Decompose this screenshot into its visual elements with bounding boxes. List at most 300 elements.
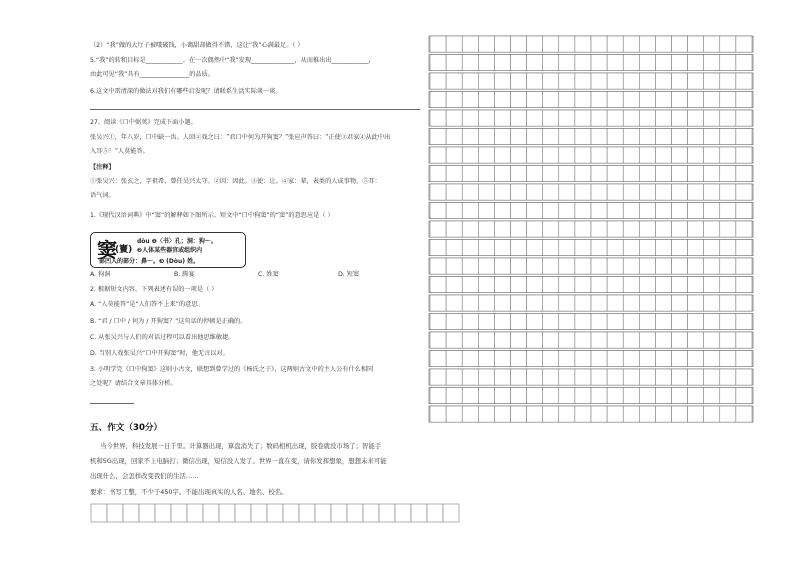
grid-cell[interactable] [607, 314, 623, 330]
grid-cell[interactable] [688, 240, 704, 256]
grid-cell[interactable] [543, 73, 559, 89]
grid-cell[interactable] [607, 351, 623, 367]
grid-cell[interactable] [639, 369, 655, 385]
grid-cell[interactable] [736, 221, 752, 237]
grid-cell[interactable] [688, 73, 704, 89]
grid-cell[interactable] [462, 388, 478, 404]
grid-cell[interactable] [478, 240, 494, 256]
grid-cell[interactable] [478, 369, 494, 385]
grid-cell[interactable] [478, 73, 494, 89]
grid-cell[interactable] [736, 55, 752, 71]
grid-cell[interactable] [591, 147, 607, 163]
grid-cell[interactable] [672, 55, 688, 71]
grid-cell[interactable] [607, 166, 623, 182]
grid-cell[interactable] [623, 147, 639, 163]
grid-cell[interactable] [688, 258, 704, 274]
grid-cell[interactable] [655, 36, 671, 52]
grid-cell[interactable] [575, 332, 591, 348]
grid-cell[interactable] [672, 221, 688, 237]
grid-cell[interactable] [251, 504, 267, 522]
grid-cell[interactable] [543, 110, 559, 126]
grid-cell[interactable] [559, 55, 575, 71]
grid-cell[interactable] [720, 351, 736, 367]
grid-cell[interactable] [639, 203, 655, 219]
grid-cell[interactable] [543, 369, 559, 385]
grid-cell[interactable] [543, 388, 559, 404]
grid-cell[interactable] [688, 277, 704, 293]
grid-cell[interactable] [527, 258, 543, 274]
grid-cell[interactable] [478, 92, 494, 108]
grid-cell[interactable] [511, 351, 527, 367]
grid-cell[interactable] [446, 388, 462, 404]
grid-cell[interactable] [267, 504, 283, 522]
grid-cell[interactable] [543, 221, 559, 237]
grid-cell[interactable] [655, 406, 671, 422]
grid-cell[interactable] [494, 184, 510, 200]
grid-cell[interactable] [543, 332, 559, 348]
grid-cell[interactable] [672, 240, 688, 256]
grid-cell[interactable] [494, 277, 510, 293]
grid-cell[interactable] [559, 332, 575, 348]
grid-cell[interactable] [607, 73, 623, 89]
grid-cell[interactable] [720, 258, 736, 274]
grid-cell[interactable] [511, 314, 527, 330]
grid-cell[interactable] [720, 36, 736, 52]
grid-cell[interactable] [591, 314, 607, 330]
grid-cell[interactable] [736, 36, 752, 52]
grid-cell[interactable] [623, 166, 639, 182]
grid-cell[interactable] [543, 406, 559, 422]
grid-cell[interactable] [527, 369, 543, 385]
grid-cell[interactable] [655, 240, 671, 256]
grid-cell[interactable] [494, 36, 510, 52]
grid-cell[interactable] [607, 203, 623, 219]
grid-cell[interactable] [527, 221, 543, 237]
grid-cell[interactable] [543, 55, 559, 71]
grid-cell[interactable] [559, 351, 575, 367]
grid-cell[interactable] [155, 504, 171, 522]
grid-cell[interactable] [736, 277, 752, 293]
grid-cell[interactable] [639, 406, 655, 422]
grid-cell[interactable] [623, 388, 639, 404]
grid-cell[interactable] [591, 258, 607, 274]
grid-cell[interactable] [720, 295, 736, 311]
grid-cell[interactable] [478, 351, 494, 367]
grid-cell[interactable] [639, 166, 655, 182]
grid-cell[interactable] [575, 369, 591, 385]
grid-cell[interactable] [478, 166, 494, 182]
grid-cell[interactable] [478, 147, 494, 163]
grid-cell[interactable] [527, 110, 543, 126]
grid-cell[interactable] [139, 504, 155, 522]
grid-cell[interactable] [672, 129, 688, 145]
grid-cell[interactable] [704, 406, 720, 422]
grid-cell[interactable] [688, 184, 704, 200]
grid-cell[interactable] [559, 147, 575, 163]
grid-cell[interactable] [688, 388, 704, 404]
grid-cell[interactable] [639, 240, 655, 256]
grid-cell[interactable] [511, 166, 527, 182]
grid-cell[interactable] [607, 240, 623, 256]
grid-cell[interactable] [688, 406, 704, 422]
grid-cell[interactable] [704, 332, 720, 348]
grid-cell[interactable] [543, 129, 559, 145]
grid-cell[interactable] [720, 55, 736, 71]
grid-cell[interactable] [527, 203, 543, 219]
grid-cell[interactable] [446, 332, 462, 348]
grid-cell[interactable] [446, 73, 462, 89]
grid-cell[interactable] [720, 388, 736, 404]
grid-cell[interactable] [446, 55, 462, 71]
grid-cell[interactable] [575, 406, 591, 422]
grid-cell[interactable] [623, 295, 639, 311]
grid-cell[interactable] [623, 184, 639, 200]
grid-cell[interactable] [639, 36, 655, 52]
grid-cell[interactable] [430, 147, 446, 163]
grid-cell[interactable] [575, 55, 591, 71]
grid-cell[interactable] [511, 240, 527, 256]
grid-cell[interactable] [462, 295, 478, 311]
grid-cell[interactable] [672, 203, 688, 219]
grid-cell[interactable] [575, 351, 591, 367]
grid-cell[interactable] [462, 73, 478, 89]
grid-cell[interactable] [704, 184, 720, 200]
grid-cell[interactable] [446, 166, 462, 182]
grid-cell[interactable] [720, 129, 736, 145]
grid-cell[interactable] [575, 166, 591, 182]
grid-cell[interactable] [688, 110, 704, 126]
grid-cell[interactable] [607, 332, 623, 348]
grid-cell[interactable] [559, 406, 575, 422]
grid-cell[interactable] [688, 129, 704, 145]
grid-cell[interactable] [655, 184, 671, 200]
grid-cell[interactable] [511, 73, 527, 89]
grid-cell[interactable] [430, 73, 446, 89]
grid-cell[interactable] [511, 406, 527, 422]
grid-cell[interactable] [430, 36, 446, 52]
grid-cell[interactable] [395, 504, 411, 522]
grid-cell[interactable] [591, 295, 607, 311]
grid-cell[interactable] [494, 55, 510, 71]
grid-cell[interactable] [639, 110, 655, 126]
grid-cell[interactable] [511, 369, 527, 385]
grid-cell[interactable] [543, 184, 559, 200]
grid-cell[interactable] [559, 184, 575, 200]
grid-cell[interactable] [575, 295, 591, 311]
grid-cell[interactable] [736, 240, 752, 256]
grid-cell[interactable] [283, 504, 299, 522]
grid-cell[interactable] [736, 203, 752, 219]
grid-cell[interactable] [720, 92, 736, 108]
grid-cell[interactable] [559, 277, 575, 293]
grid-cell[interactable] [607, 55, 623, 71]
grid-cell[interactable] [639, 295, 655, 311]
grid-cell[interactable] [655, 203, 671, 219]
grid-cell[interactable] [639, 184, 655, 200]
grid-cell[interactable] [688, 92, 704, 108]
grid-cell[interactable] [494, 258, 510, 274]
grid-cell[interactable] [527, 147, 543, 163]
grid-cell[interactable] [688, 314, 704, 330]
grid-cell[interactable] [559, 129, 575, 145]
grid-cell[interactable] [575, 240, 591, 256]
grid-cell[interactable] [478, 332, 494, 348]
grid-cell[interactable] [543, 258, 559, 274]
grid-cell[interactable] [623, 332, 639, 348]
grid-cell[interactable] [559, 314, 575, 330]
grid-cell[interactable] [639, 129, 655, 145]
grid-cell[interactable] [107, 504, 123, 522]
grid-cell[interactable] [527, 36, 543, 52]
grid-cell[interactable] [672, 258, 688, 274]
grid-cell[interactable] [462, 314, 478, 330]
grid-cell[interactable] [559, 73, 575, 89]
grid-cell[interactable] [494, 92, 510, 108]
grid-cell[interactable] [672, 295, 688, 311]
grid-cell[interactable] [559, 92, 575, 108]
grid-cell[interactable] [446, 406, 462, 422]
grid-cell[interactable] [736, 314, 752, 330]
grid-cell[interactable] [347, 504, 363, 522]
grid-cell[interactable] [123, 504, 139, 522]
grid-cell[interactable] [446, 110, 462, 126]
grid-cell[interactable] [736, 147, 752, 163]
grid-cell[interactable] [623, 203, 639, 219]
grid-cell[interactable] [527, 73, 543, 89]
grid-cell[interactable] [639, 314, 655, 330]
grid-cell[interactable] [639, 92, 655, 108]
grid-cell[interactable] [672, 110, 688, 126]
grid-cell[interactable] [623, 129, 639, 145]
grid-cell[interactable] [446, 129, 462, 145]
grid-cell[interactable] [672, 388, 688, 404]
grid-cell[interactable] [688, 351, 704, 367]
grid-cell[interactable] [478, 129, 494, 145]
grid-cell[interactable] [591, 240, 607, 256]
grid-cell[interactable] [591, 221, 607, 237]
grid-cell[interactable] [672, 36, 688, 52]
grid-cell[interactable] [446, 258, 462, 274]
grid-cell[interactable] [575, 129, 591, 145]
grid-cell[interactable] [688, 55, 704, 71]
grid-cell[interactable] [720, 166, 736, 182]
grid-cell[interactable] [623, 240, 639, 256]
grid-cell[interactable] [527, 351, 543, 367]
grid-cell[interactable] [446, 92, 462, 108]
grid-cell[interactable] [591, 55, 607, 71]
grid-cell[interactable] [639, 277, 655, 293]
grid-cell[interactable] [704, 110, 720, 126]
grid-cell[interactable] [623, 92, 639, 108]
grid-cell[interactable] [639, 258, 655, 274]
grid-cell[interactable] [623, 258, 639, 274]
grid-cell[interactable] [446, 36, 462, 52]
grid-cell[interactable] [430, 240, 446, 256]
grid-cell[interactable] [430, 110, 446, 126]
grid-cell[interactable] [607, 184, 623, 200]
grid-cell[interactable] [672, 351, 688, 367]
grid-cell[interactable] [720, 110, 736, 126]
grid-cell[interactable] [511, 203, 527, 219]
grid-cell[interactable] [704, 55, 720, 71]
grid-cell[interactable] [639, 351, 655, 367]
grid-cell[interactable] [511, 221, 527, 237]
grid-cell[interactable] [704, 36, 720, 52]
grid-cell[interactable] [688, 147, 704, 163]
grid-cell[interactable] [559, 110, 575, 126]
grid-cell[interactable] [430, 55, 446, 71]
grid-cell[interactable] [462, 369, 478, 385]
grid-cell[interactable] [672, 332, 688, 348]
grid-cell[interactable] [446, 240, 462, 256]
grid-cell[interactable] [655, 295, 671, 311]
grid-cell[interactable] [591, 110, 607, 126]
grid-cell[interactable] [187, 504, 203, 522]
grid-cell[interactable] [736, 332, 752, 348]
grid-cell[interactable] [462, 147, 478, 163]
grid-cell[interactable] [623, 314, 639, 330]
grid-cell[interactable] [704, 369, 720, 385]
grid-cell[interactable] [736, 110, 752, 126]
grid-cell[interactable] [655, 166, 671, 182]
grid-cell[interactable] [736, 184, 752, 200]
grid-cell[interactable] [494, 314, 510, 330]
grid-cell[interactable] [623, 55, 639, 71]
grid-cell[interactable] [575, 110, 591, 126]
grid-cell[interactable] [527, 295, 543, 311]
grid-cell[interactable] [655, 73, 671, 89]
grid-cell[interactable] [672, 184, 688, 200]
grid-cell[interactable] [430, 406, 446, 422]
grid-cell[interactable] [299, 504, 315, 522]
grid-cell[interactable] [736, 295, 752, 311]
grid-cell[interactable] [494, 388, 510, 404]
grid-cell[interactable] [607, 221, 623, 237]
grid-cell[interactable] [462, 110, 478, 126]
grid-cell[interactable] [623, 351, 639, 367]
grid-cell[interactable] [511, 258, 527, 274]
grid-cell[interactable] [462, 351, 478, 367]
grid-cell[interactable] [543, 92, 559, 108]
grid-cell[interactable] [559, 203, 575, 219]
grid-cell[interactable] [494, 147, 510, 163]
grid-cell[interactable] [91, 504, 107, 522]
grid-cell[interactable] [591, 129, 607, 145]
grid-cell[interactable] [575, 92, 591, 108]
grid-cell[interactable] [543, 147, 559, 163]
grid-cell[interactable] [672, 73, 688, 89]
grid-cell[interactable] [494, 240, 510, 256]
grid-cell[interactable] [494, 73, 510, 89]
grid-cell[interactable] [607, 36, 623, 52]
grid-cell[interactable] [494, 110, 510, 126]
grid-cell[interactable] [591, 388, 607, 404]
grid-cell[interactable] [543, 295, 559, 311]
grid-cell[interactable] [494, 351, 510, 367]
grid-cell[interactable] [591, 73, 607, 89]
grid-cell[interactable] [704, 314, 720, 330]
grid-cell[interactable] [527, 388, 543, 404]
grid-cell[interactable] [688, 369, 704, 385]
grid-cell[interactable] [446, 351, 462, 367]
grid-cell[interactable] [478, 203, 494, 219]
grid-cell[interactable] [607, 129, 623, 145]
grid-cell[interactable] [575, 147, 591, 163]
grid-cell[interactable] [478, 184, 494, 200]
grid-cell[interactable] [655, 258, 671, 274]
grid-cell[interactable] [591, 36, 607, 52]
grid-cell[interactable] [511, 92, 527, 108]
grid-cell[interactable] [446, 314, 462, 330]
grid-cell[interactable] [462, 203, 478, 219]
grid-cell[interactable] [720, 369, 736, 385]
grid-cell[interactable] [688, 332, 704, 348]
grid-cell[interactable] [430, 369, 446, 385]
grid-cell[interactable] [736, 166, 752, 182]
grid-cell[interactable] [430, 295, 446, 311]
grid-cell[interactable] [511, 147, 527, 163]
grid-cell[interactable] [494, 369, 510, 385]
grid-cell[interactable] [607, 258, 623, 274]
grid-cell[interactable] [607, 147, 623, 163]
grid-cell[interactable] [623, 36, 639, 52]
grid-cell[interactable] [511, 110, 527, 126]
grid-cell[interactable] [527, 55, 543, 71]
grid-cell[interactable] [478, 221, 494, 237]
grid-cell[interactable] [607, 388, 623, 404]
grid-cell[interactable] [462, 184, 478, 200]
grid-cell[interactable] [543, 203, 559, 219]
grid-cell[interactable] [494, 295, 510, 311]
grid-cell[interactable] [462, 406, 478, 422]
grid-cell[interactable] [379, 504, 395, 522]
grid-cell[interactable] [704, 221, 720, 237]
grid-cell[interactable] [704, 203, 720, 219]
grid-cell[interactable] [462, 258, 478, 274]
grid-cell[interactable] [478, 388, 494, 404]
grid-cell[interactable] [430, 203, 446, 219]
grid-cell[interactable] [575, 258, 591, 274]
grid-cell[interactable] [527, 332, 543, 348]
grid-cell[interactable] [623, 110, 639, 126]
grid-cell[interactable] [430, 314, 446, 330]
grid-cell[interactable] [527, 406, 543, 422]
grid-cell[interactable] [478, 258, 494, 274]
grid-cell[interactable] [704, 351, 720, 367]
grid-cell[interactable] [720, 221, 736, 237]
grid-cell[interactable] [462, 36, 478, 52]
grid-cell[interactable] [607, 110, 623, 126]
grid-cell[interactable] [736, 73, 752, 89]
grid-cell[interactable] [430, 166, 446, 182]
grid-cell[interactable] [494, 332, 510, 348]
grid-cell[interactable] [543, 240, 559, 256]
grid-cell[interactable] [655, 55, 671, 71]
grid-cell[interactable] [736, 369, 752, 385]
grid-cell[interactable] [559, 258, 575, 274]
grid-cell[interactable] [591, 92, 607, 108]
composition-grid-bottom-row[interactable] [90, 503, 462, 525]
grid-cell[interactable] [672, 166, 688, 182]
grid-cell[interactable] [462, 129, 478, 145]
grid-cell[interactable] [171, 504, 187, 522]
grid-cell[interactable] [511, 295, 527, 311]
grid-cell[interactable] [462, 166, 478, 182]
grid-cell[interactable] [427, 504, 443, 522]
grid-cell[interactable] [655, 147, 671, 163]
grid-cell[interactable] [411, 504, 427, 522]
grid-cell[interactable] [235, 504, 251, 522]
